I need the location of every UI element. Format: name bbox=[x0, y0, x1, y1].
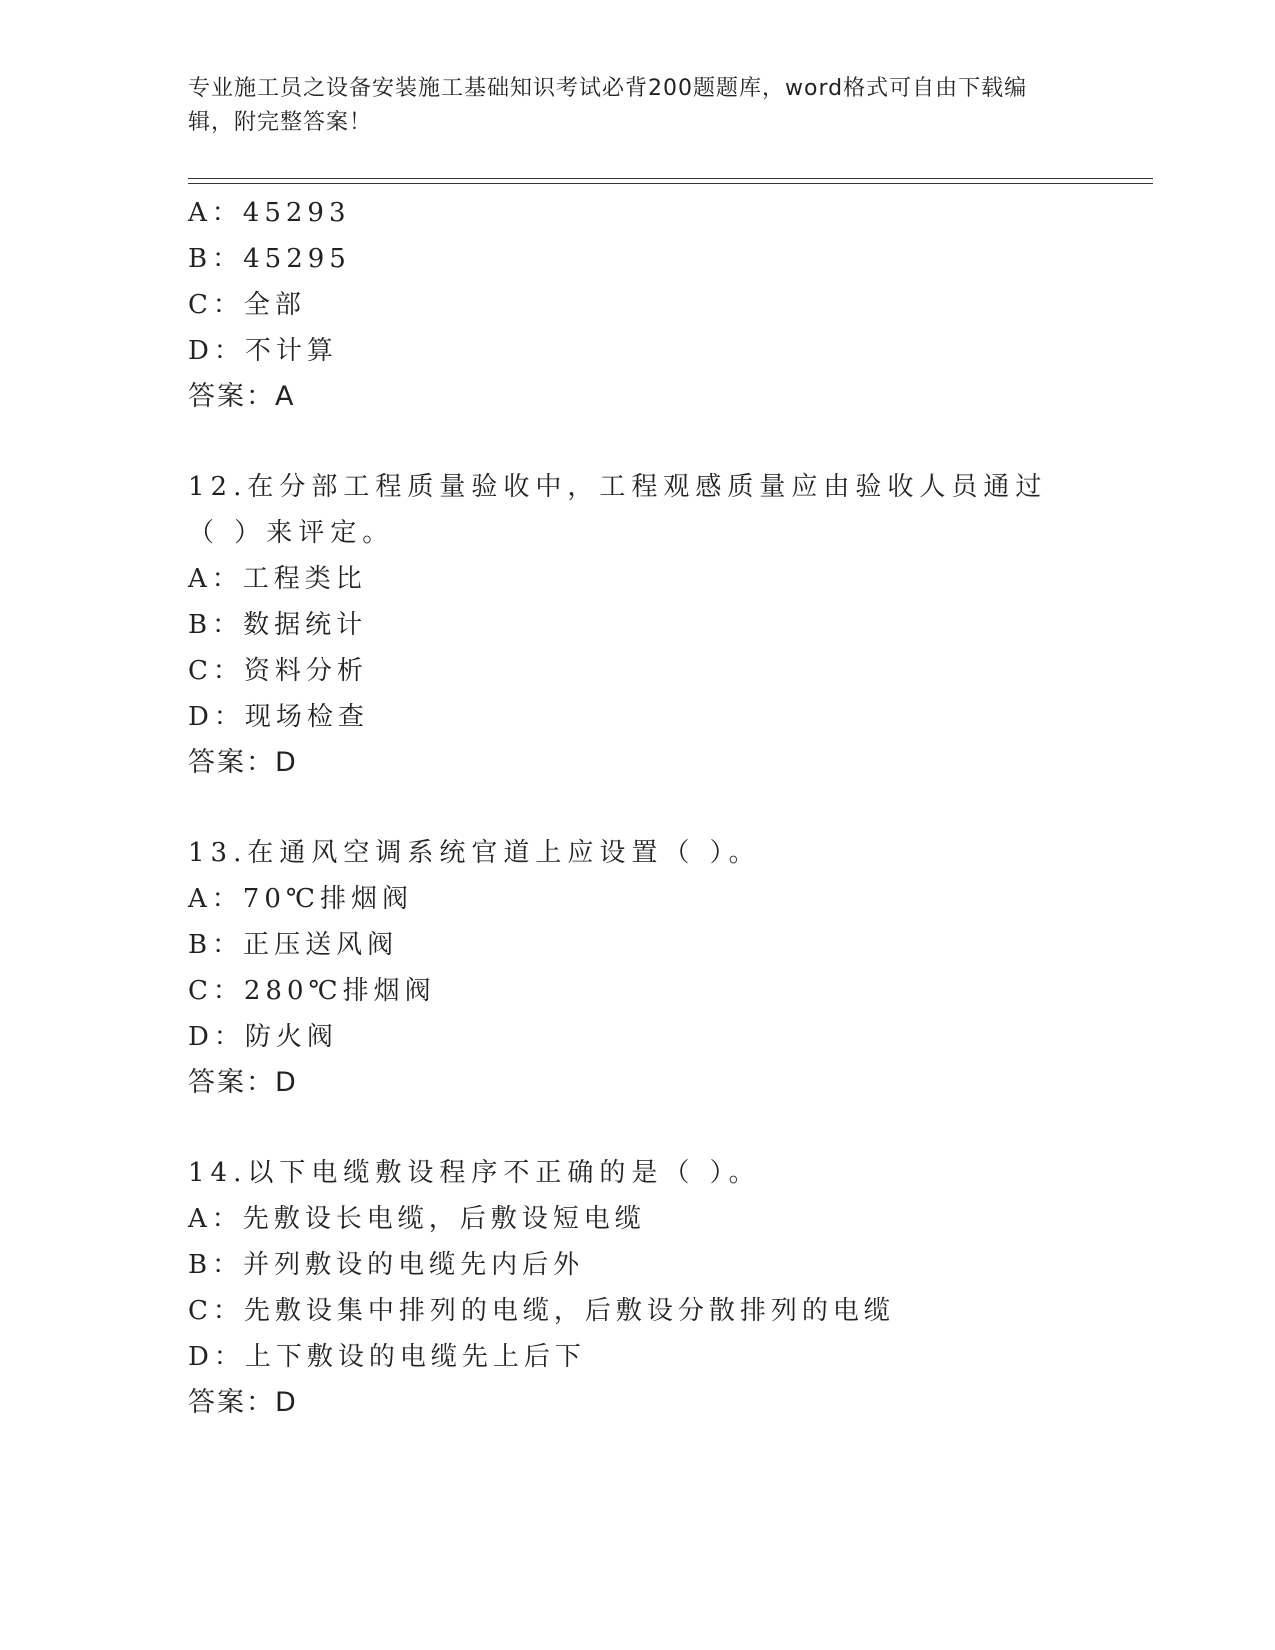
option-c: C：全部 bbox=[188, 290, 306, 320]
header-divider-top bbox=[188, 178, 1153, 179]
answer: 答案：D bbox=[188, 1067, 298, 1098]
question-stem: 12.在分部工程质量验收中，工程观感质量应由验收人员通过（ ）来评定。 bbox=[188, 472, 1048, 548]
option-c: C：资料分析 bbox=[188, 656, 368, 686]
option-d: D：现场检查 bbox=[188, 702, 369, 732]
option-b: B：数据统计 bbox=[188, 610, 368, 640]
answer: 答案：D bbox=[188, 1387, 298, 1418]
question-list bbox=[188, 190, 1068, 1426]
option-d: D：上下敷设的电缆先上后下 bbox=[188, 1342, 586, 1372]
question-stem: 13.在通风空调系统官道上应设置（ ）。 bbox=[188, 838, 761, 868]
option-a: A：工程类比 bbox=[188, 564, 367, 594]
document-header: 专业施工员之设备安装施工基础知识考试必背200题题库，word格式可自由下载编辑，附完整答案！ bbox=[188, 76, 1028, 135]
question-stem: 14.以下电缆敷设程序不正确的是（ ）。 bbox=[188, 1158, 761, 1188]
option-a: A：先敷设长电缆，后敷设短电缆 bbox=[188, 1204, 646, 1234]
option-c: C：先敷设集中排列的电缆，后敷设分散排列的电缆 bbox=[188, 1296, 895, 1326]
option-d: D：不计算 bbox=[188, 336, 338, 366]
question-11-continued bbox=[188, 190, 1068, 420]
answer: 答案：D bbox=[188, 747, 298, 778]
option-c: C：280℃排烟阀 bbox=[188, 976, 436, 1006]
question-14 bbox=[188, 1150, 1068, 1426]
header-divider-bottom bbox=[188, 183, 1153, 184]
question-12 bbox=[188, 464, 1068, 786]
question-13 bbox=[188, 830, 1068, 1106]
option-d: D：防火阀 bbox=[188, 1022, 338, 1052]
option-a: A：45293 bbox=[188, 198, 351, 228]
option-a: A：70℃排烟阀 bbox=[188, 884, 413, 914]
answer: 答案：A bbox=[188, 381, 296, 412]
option-b: B：并列敷设的电缆先内后外 bbox=[188, 1250, 585, 1280]
option-b: B：45295 bbox=[188, 244, 351, 274]
option-b: B：正压送风阀 bbox=[188, 930, 399, 960]
